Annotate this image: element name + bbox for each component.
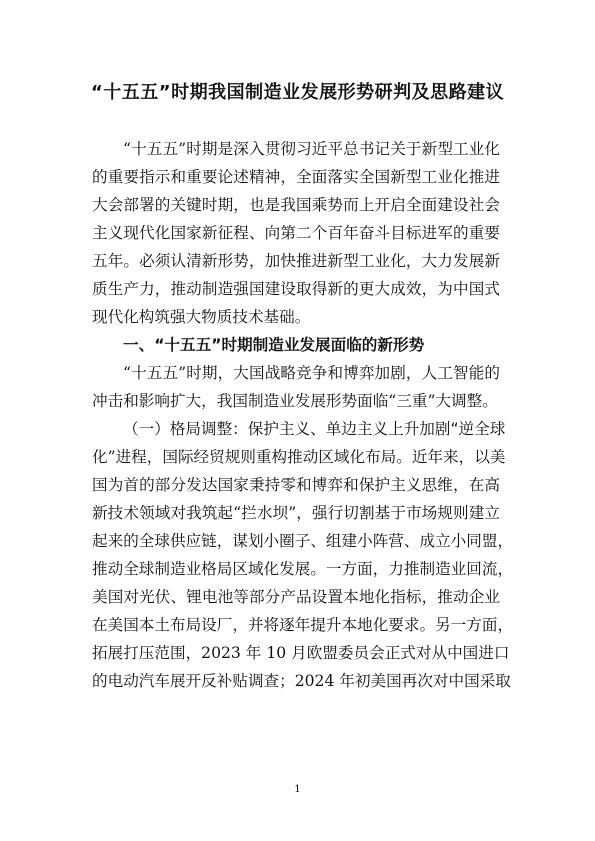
paragraph-line: 五年。必须认清新形势，加快推进新型工业化，大力发展新 <box>92 252 500 270</box>
paragraph-line: 拓展打压范围，2023 年 10 月欧盟委员会正式对从中国进口 <box>92 644 510 662</box>
paragraph-line: 现代化构筑强大物质技术基础。 <box>92 308 311 326</box>
paragraph-line: “十五五”时期，大国战略竞争和博弈加剧，人工智能的 <box>123 364 500 382</box>
paragraph-line: 冲击和影响扩大，我国制造业发展形势面临“三重”大调整。 <box>92 392 498 410</box>
paragraph-line: 国为首的部分发达国家秉持零和博弈和保护主义思维，在高 <box>92 476 500 494</box>
paragraph-line: 大会部署的关键时期，也是我国乘势而上开启全面建设社会 <box>92 196 500 214</box>
paragraph-line: 的电动汽车展开反补贴调查；2024 年初美国再次对中国采取 <box>92 672 511 690</box>
paragraph-line: 美国对光伏、锂电池等部分产品设置本地化指标，推动企业 <box>92 588 500 606</box>
document-title: “十五五”时期我国制造业发展形势研判及思路建议 <box>90 82 505 103</box>
paragraph-line: 新技术领域对我筑起“拦水坝”，强行切割基于市场规则建立 <box>92 504 500 522</box>
paragraph-line: 在美国本土布局设厂，并将逐年提升本地化要求。另一方面， <box>92 616 514 634</box>
page-number: 1 <box>294 784 301 795</box>
paragraph-line: 起来的全球供应链，谋划小圈子、组建小阵营、成立小同盟， <box>92 532 514 550</box>
paragraph-line: 化”进程，国际经贸规则重构推动区域化布局。近年来，以美 <box>92 448 506 466</box>
subsection-heading: （一）格局调整：保护主义、单边主义上升加剧“逆全球 <box>123 420 506 438</box>
paragraph-line: 推动全球制造业格局区域化发展。一方面，力推制造业回流， <box>92 560 514 578</box>
paragraph-line: 的重要指示和重要论述精神，全面落实全国新型工业化推进 <box>92 168 500 186</box>
paragraph-line: 主义现代化国家新征程、向第二个百年奋斗目标进军的重要 <box>92 224 500 242</box>
document-body <box>92 135 514 695</box>
section-heading: 一、“十五五”时期制造业发展面临的新形势 <box>123 336 425 354</box>
paragraph-line: 质生产力，推动制造强国建设取得新的更大成效，为中国式 <box>92 280 500 298</box>
paragraph-line: “十五五”时期是深入贯彻习近平总书记关于新型工业化 <box>123 140 500 158</box>
